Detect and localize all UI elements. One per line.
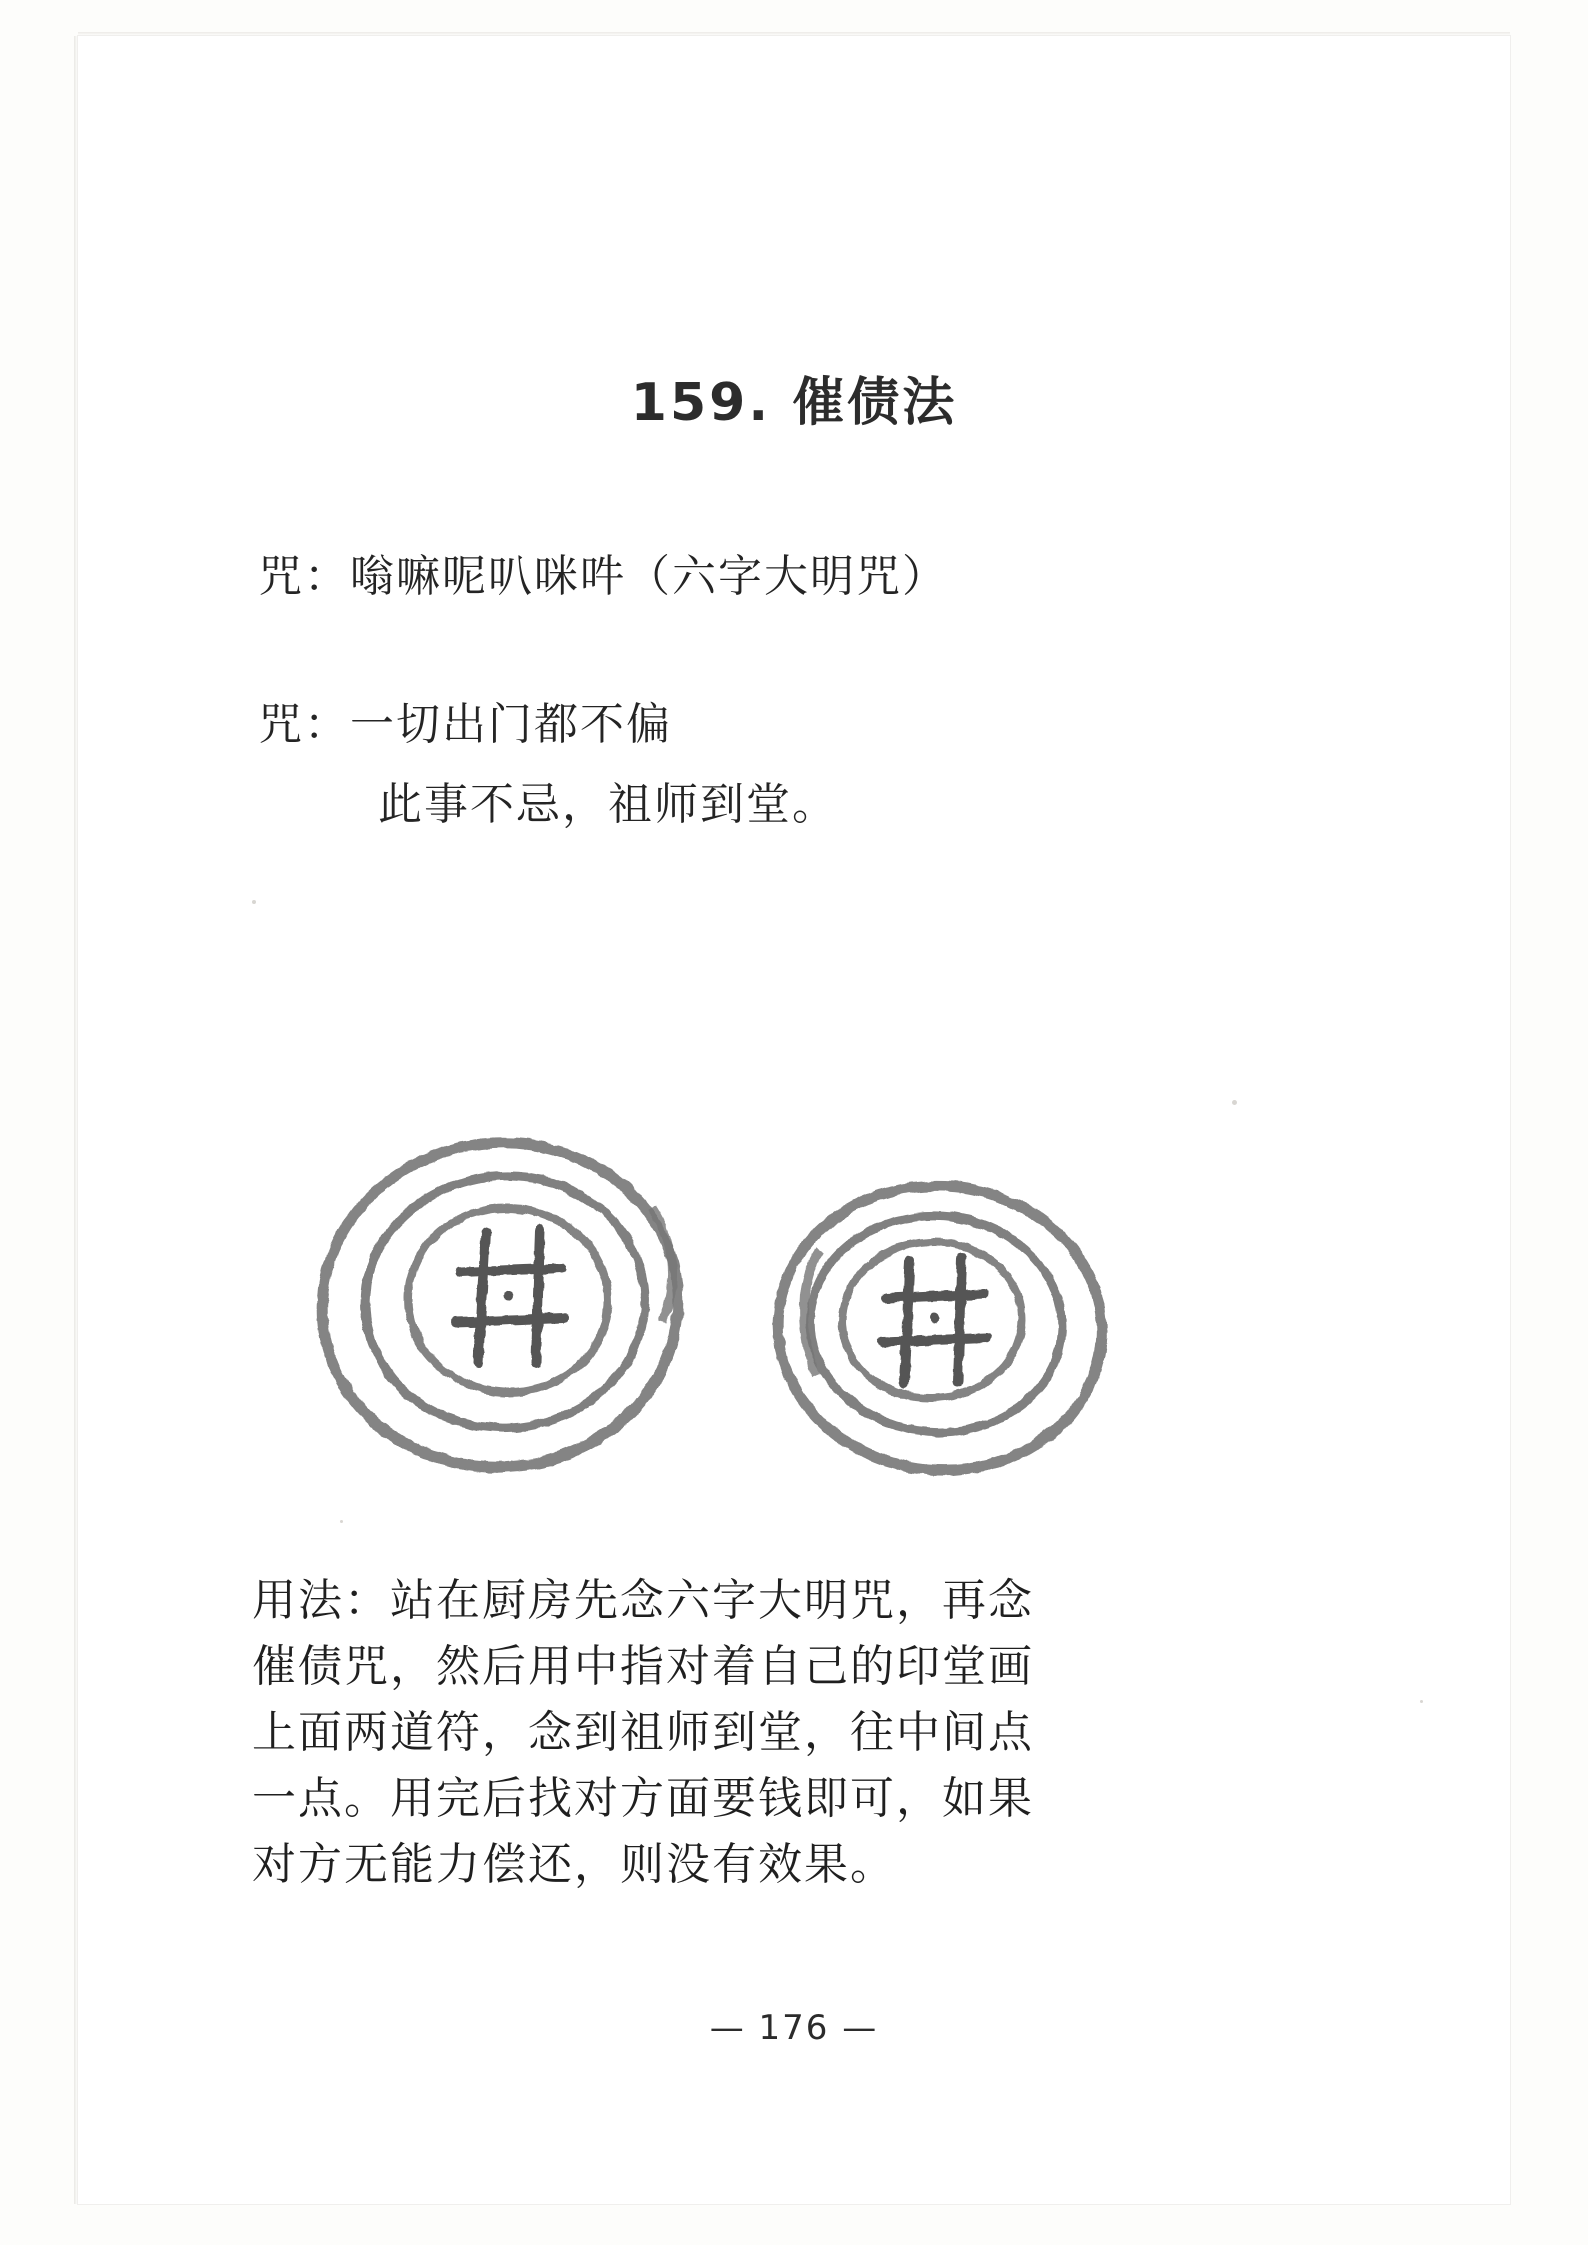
talisman-left: [306, 1125, 694, 1484]
usage-line: 催债咒，然后用中指对着自己的印堂画: [252, 1641, 1034, 1692]
scan-speck: [340, 1520, 343, 1523]
scan-speck: [1232, 1100, 1237, 1105]
scan-speck: [252, 900, 256, 904]
talisman-figure: [300, 1090, 1200, 1510]
mantra-line-2a: 咒：一切出门都不偏: [258, 699, 672, 750]
usage-line: 用法：站在厨房先念六字大明咒，再念: [252, 1575, 1034, 1626]
talisman-svg: [300, 1090, 1200, 1510]
usage-paragraph: [252, 1568, 1312, 1898]
page-title: 159. 催债法: [630, 373, 958, 433]
page-number: — 176 —: [709, 2008, 879, 2048]
scan-speck: [1420, 1700, 1423, 1703]
usage-line: 对方无能力偿还，则没有效果。: [252, 1839, 896, 1890]
mantra-line-1: 咒：嗡嘛呢叭咪吽（六字大明咒）: [258, 551, 948, 602]
usage-line: 一点。用完后找对方面要钱即可，如果: [252, 1773, 1034, 1824]
usage-line: 上面两道符，念到祖师到堂，往中间点: [252, 1707, 1034, 1758]
scan-edge-top: [78, 32, 1510, 35]
mantra-line-2b: 此事不忌，祖师到堂。: [378, 779, 838, 830]
talisman-right: [766, 1172, 1114, 1483]
